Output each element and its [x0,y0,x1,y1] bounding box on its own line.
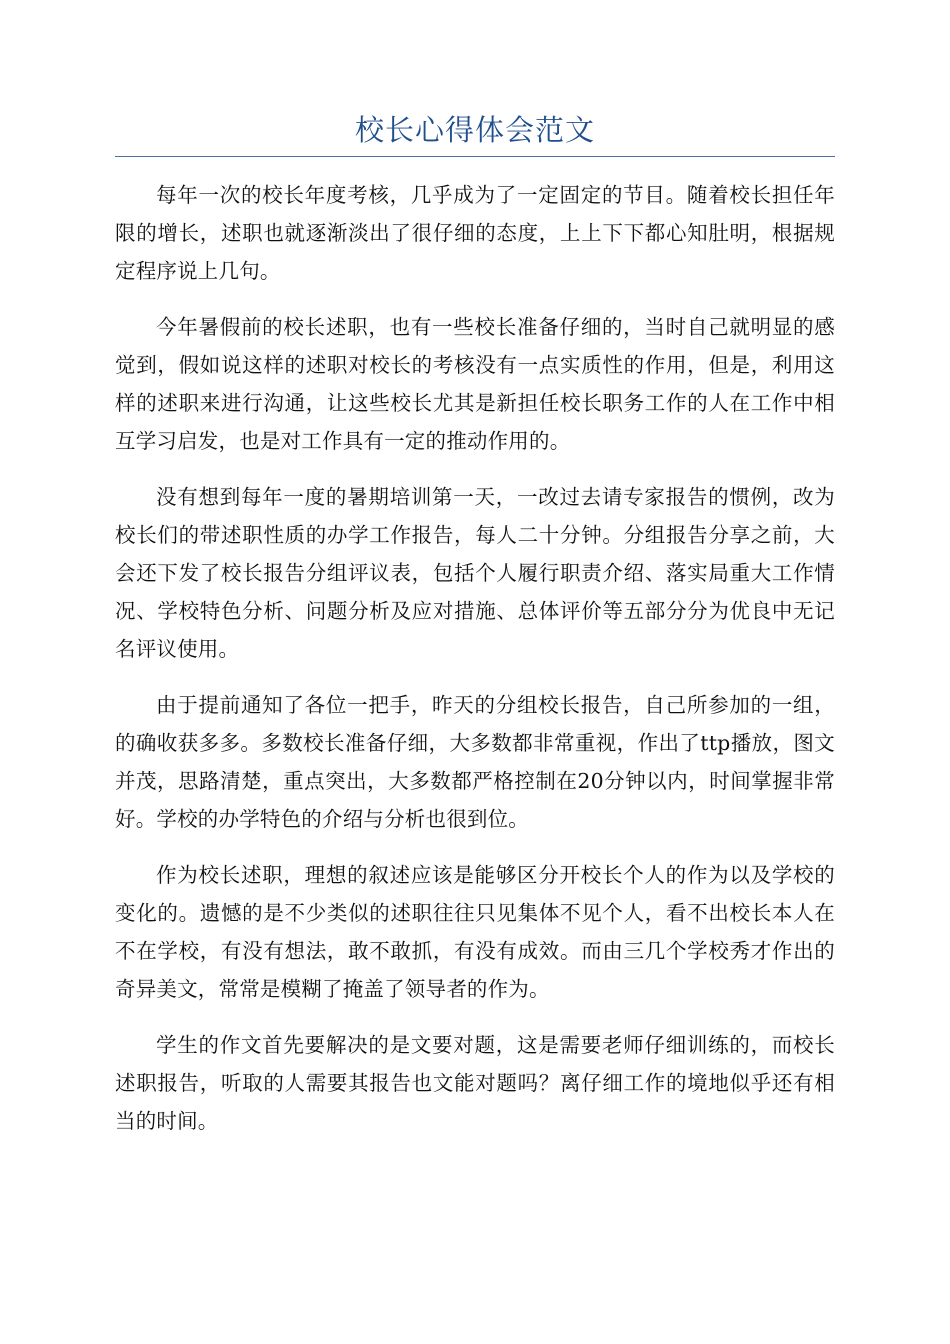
paragraph-6: 学生的作文首先要解决的是文要对题，这是需要老师仔细训练的，而校长述职报告，听取的人需要其报告也文能对题吗？离仔细工作的境地似乎还有相当的时间。 [115,1033,835,1133]
paragraph-2: 今年暑假前的校长述职，也有一些校长准备仔细的，当时自己就明显的感觉到，假如说这样的述职对校长的考核没有一点实质性的作用，但是，利用这样的述职来进行沟通，让这些校长尤其是新担任校长职务工作的人在工作中相互学习启发，也是对工作具有一定的推动作用的。 [115,315,835,453]
document-title: 校长心得体会范文 [354,113,595,147]
paragraph-4: 由于提前通知了各位一把手，昨天的分组校长报告，自己所参加的一组，的确收获多多。多数校长准备仔细，大多数都非常重视，作出了ttp播放，图文并茂，思路清楚，重点突出，大多数都严格控制在20分钟以内，时间掌握非常好。学校的办学特色的介绍与分析也很到位。 [115,693,835,831]
paragraph-1: 每年一次的校长年度考核，几乎成为了一定固定的节目。随着校长担任年限的增长，述职也就逐渐淡出了很仔细的态度，上上下下都心知肚明，根据规定程序说上几句。 [115,183,835,283]
title-block [115,110,835,157]
document-body [115,176,835,1158]
paragraph-5: 作为校长述职，理想的叙述应该是能够区分开校长个人的作为以及学校的变化的。遗憾的是不少类似的述职往往只见集体不见个人，看不出校长本人在不在学校，有没有想法，敢不敢抓，有没有成效。而由三几个学校秀才作出的奇异美文，常常是模糊了掩盖了领导者的作为。 [115,863,835,1001]
paragraph-3: 没有想到每年一度的暑期培训第一天，一改过去请专家报告的惯例，改为校长们的带述职性质的办学工作报告，每人二十分钟。分组报告分享之前，大会还下发了校长报告分组评议表，包括个人履行职责介绍、落实局重大工作情况、学校特色分析、问题分析及应对措施、总体评价等五部分分为优良中无记名评议使用。 [115,485,835,661]
